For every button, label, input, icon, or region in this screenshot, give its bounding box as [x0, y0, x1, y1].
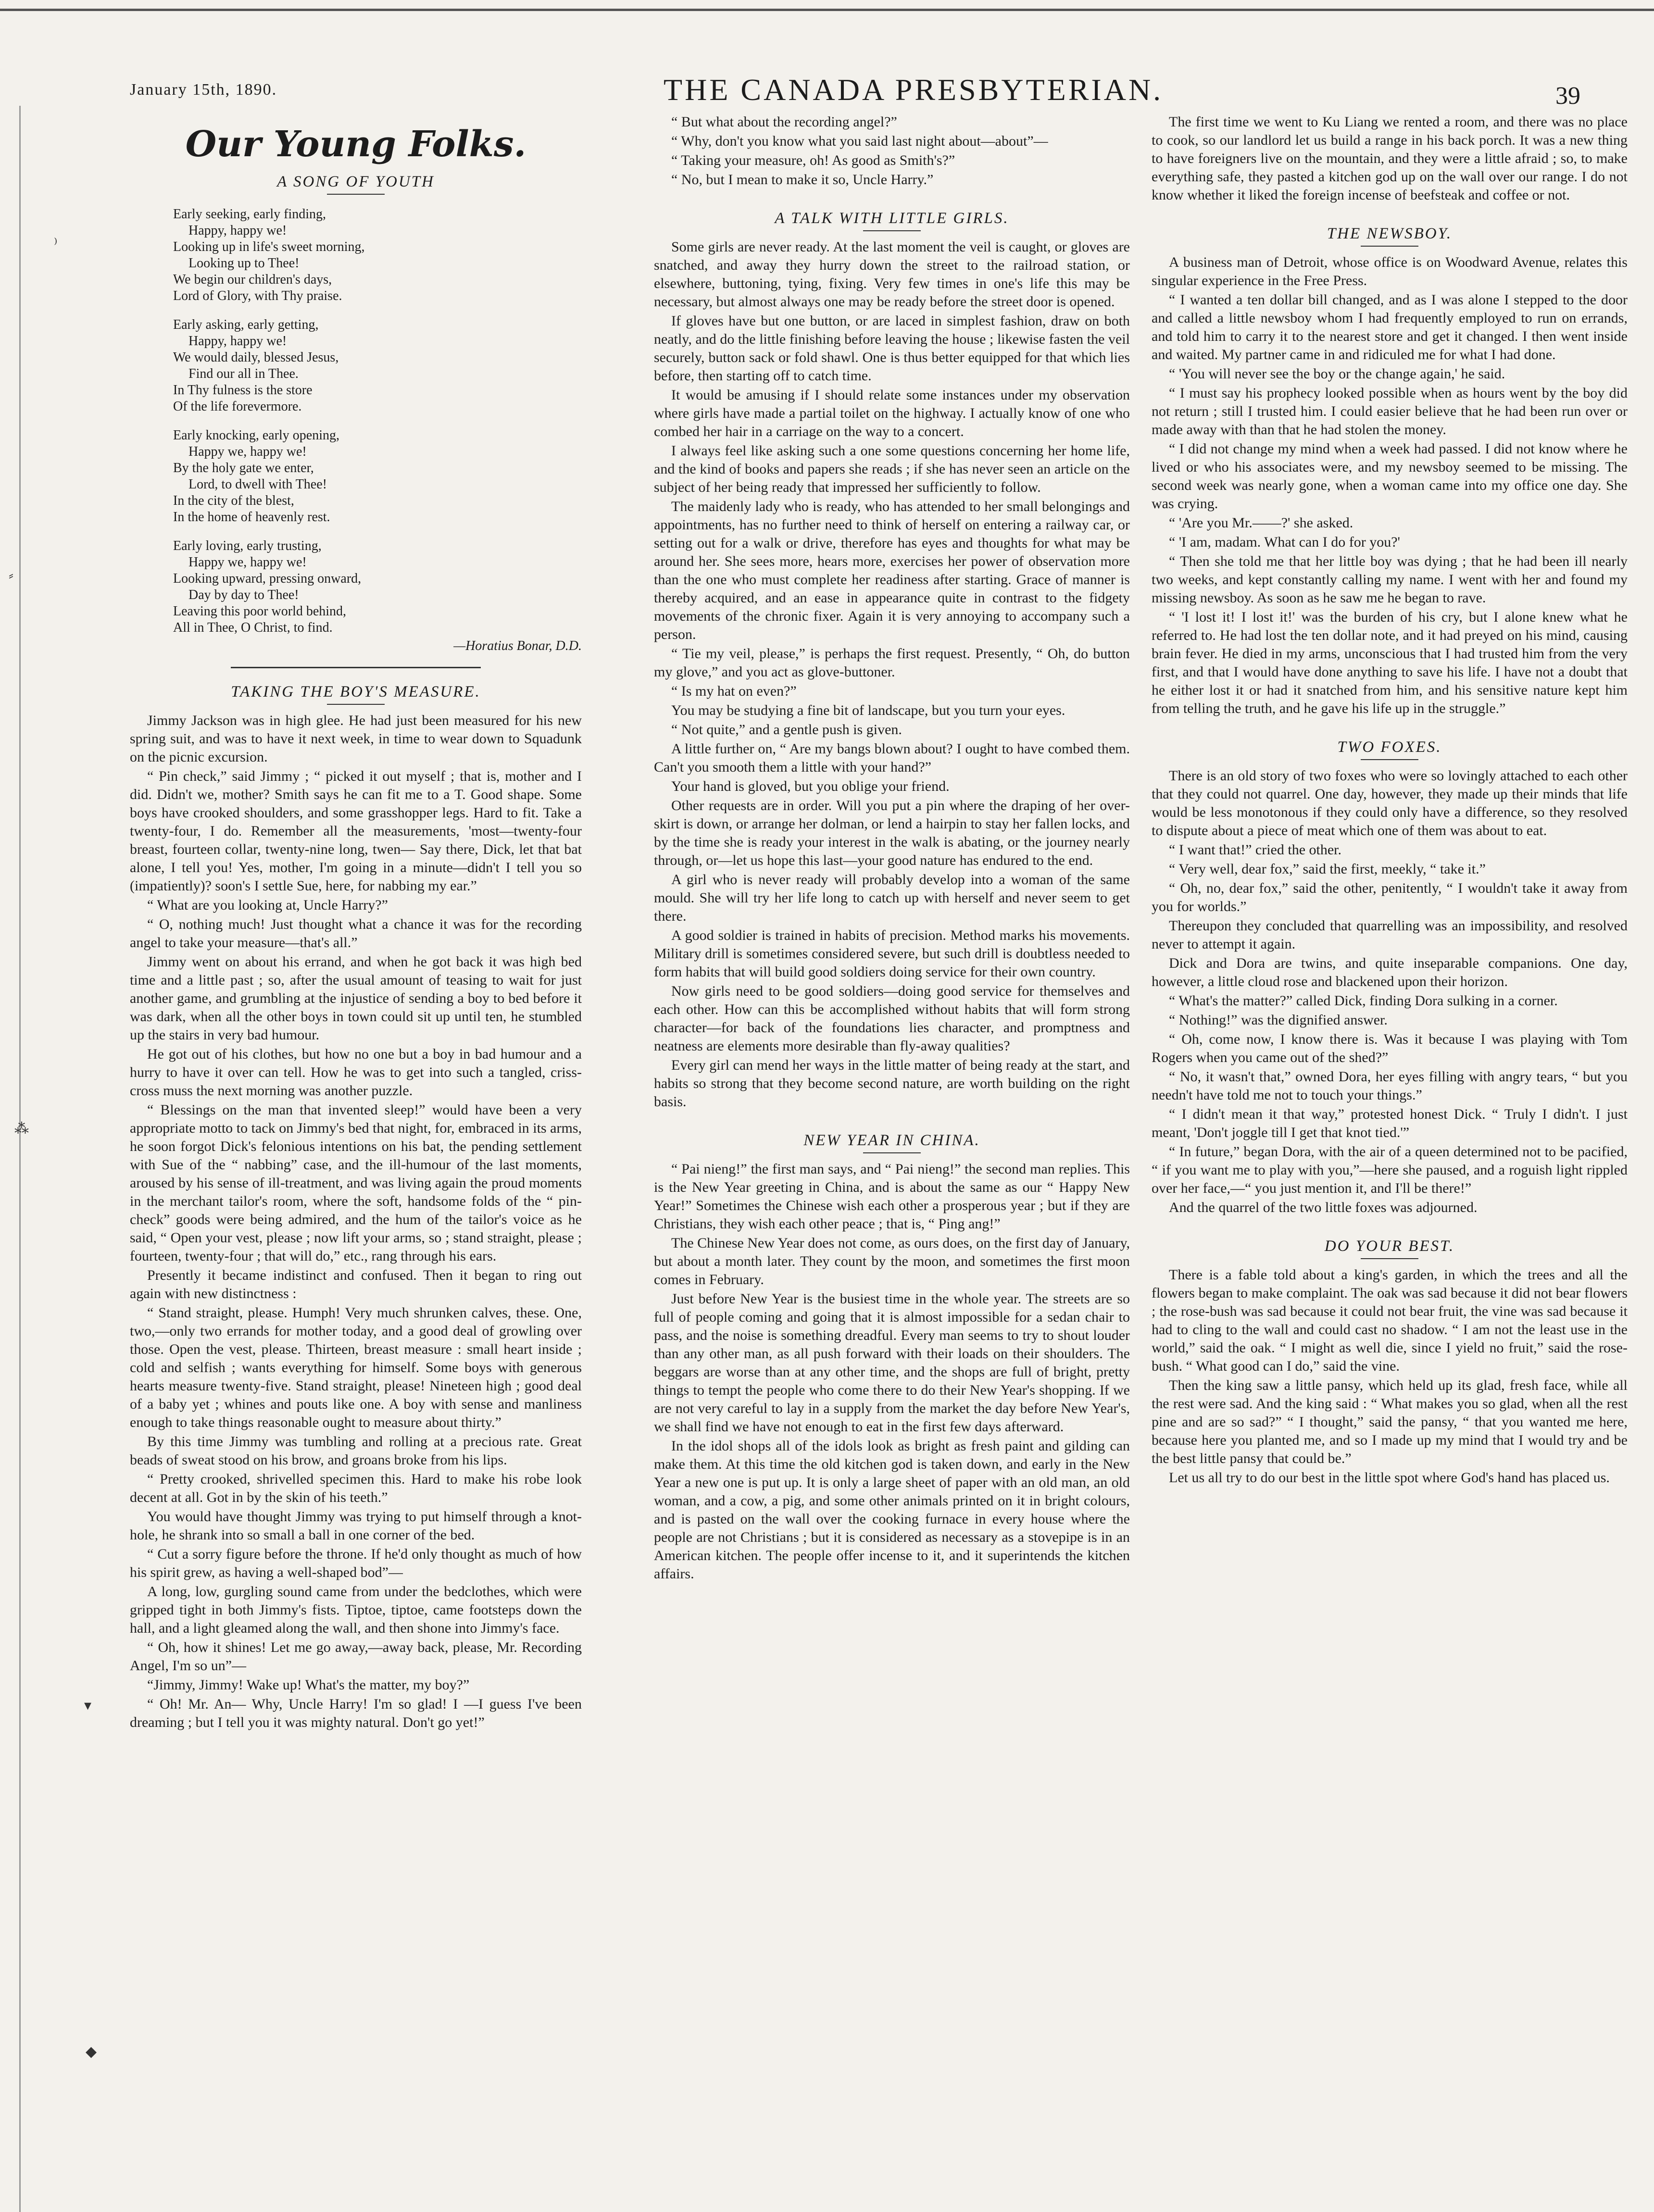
poem-line: Early loving, early trusting,: [173, 538, 322, 553]
paragraph: “ O, nothing much! Just thought what a chance it was for the recording angel to take your measure—that's all.”: [130, 916, 582, 950]
title-rule: [327, 194, 385, 195]
poem-line: Day by day to Thee!: [188, 587, 299, 602]
paragraph: Thereupon they concluded that quarrelling was an impossibility, and resolved never to attempt it again.: [1152, 918, 1628, 952]
paragraph: “ Nothing!” was the dignified answer.: [1169, 1012, 1388, 1028]
top-rule: [0, 9, 1654, 11]
page-number: 39: [1555, 82, 1580, 110]
paragraph: “ 'Are you Mr.——?' she asked.: [1169, 515, 1353, 531]
article-title: NEW YEAR IN CHINA.: [803, 1132, 980, 1149]
title-rule: [1361, 246, 1418, 247]
paragraph: “ Tie my veil, please,” is perhaps the first request. Presently, “ Oh, do button my glove,” and you act as glove-buttoner.: [654, 646, 1130, 680]
paragraph: “ But what about the recording angel?”: [671, 114, 897, 130]
article-title: THE NEWSBOY.: [1327, 225, 1453, 242]
poem-line: In Thy fulness is the store: [173, 383, 313, 398]
paragraph: “ Oh, come now, I know there is. Was it because I was playing with Tom Rogers when you came out of the shed?”: [1152, 1031, 1628, 1065]
paragraph: Jimmy went on about his errand, and when he got back it was high bed time and a little past ; so, after the usual amount of teasing to wait for just another game, and grumbling at the injustice of sending a boy to bed before it was dark, when all the other boys in town could sit up until ten, he stumbled up the stairs in very bad humour.: [130, 954, 582, 1043]
paragraph: Jimmy Jackson was in high glee. He had just been measured for his new spring suit, and was to have it next week, in time to wear down to Squadunk on the picnic excursion.: [130, 712, 582, 765]
poem-line: Happy we, happy we!: [188, 444, 307, 459]
paragraph: “ Then she told me that her little boy was dying ; that he had been ill nearly two weeks, and kept constantly calling my name. I went with her and found my missing newsboy. As soon as he saw me he began to rave.: [1152, 553, 1628, 606]
paragraph: “ I didn't mean it that way,” protested honest Dick. “ Truly I didn't. I just meant, 'Don't joggle till I get that knot tied.'”: [1152, 1106, 1628, 1140]
poem-line: Early knocking, early opening,: [173, 428, 340, 443]
paragraph: The first time we went to Ku Liang we rented a room, and there was no place to cook, so our landlord let us build a range in his back porch. It was a new thing to have foreigners live on the mountain, and they were a little afraid ; so, to make everything safe, they pasted a kitchen god up on the wall over our range. I do not know whether it liked the foreign incense of beefsteak and coffee or not.: [1152, 114, 1628, 203]
paragraph: “ 'I am, madam. What can I do for you?': [1169, 534, 1400, 550]
poem: [173, 206, 582, 654]
article-title: A TALK WITH LITTLE GIRLS.: [775, 210, 1009, 227]
margin-mark: ⁂: [14, 1121, 29, 1137]
paragraph: Presently it became indistinct and confused. Then it began to ring out again with new distinctness :: [130, 1267, 582, 1301]
paragraph: And the quarrel of the two little foxes was adjourned.: [1169, 1200, 1478, 1215]
poem-stanza: [173, 317, 582, 415]
paragraph: “ No, it wasn't that,” owned Dora, her eyes filling with angry tears, “ but you needn't have told me not to touch your things.”: [1152, 1069, 1628, 1103]
paragraph: “ I must say his prophecy looked possible when as hours went by the boy did not return ; still I trusted him. I could easier believe that he had been run over or made away with than that he had stolen the money.: [1152, 385, 1628, 437]
paragraph: “ Blessings on the man that invented sleep!” would have been a very appropriate motto to tack on Jimmy's bed that night, for, embraced in its arms, he soon forgot Dick's felonious intentions on his bat, the pending settlement with Sue of the “ nabbing” case, and the ill-humour of the last moments, aroused by his sense of ill-treatment, and was living again the proud moments in the merchant tailor's room, where the soft, handsome folds of the “ pin-check” goods were being admired, and the hum of the tailor's voice as he said, “ Open your vest, please ; now lift your arms, so ; stand straight, please ; fourteen, twenty-four ; that will do,” etc., rang through his ears.: [130, 1102, 582, 1264]
poem-stanza: [173, 427, 582, 525]
paragraph: “ Oh, no, dear fox,” said the other, penitently, “ I wouldn't take it away from you for worlds.”: [1152, 880, 1628, 914]
article-title: DO YOUR BEST.: [1324, 1237, 1455, 1255]
title-rule: [1361, 1258, 1418, 1259]
paragraph: “ No, but I mean to make it so, Uncle Harry.”: [671, 172, 934, 187]
paragraph: “ I wanted a ten dollar bill changed, and as I was alone I stepped to the door and called a little newsboy whom I had frequently employed to run on errands, and told him to carry it to the nearest store and get it changed. I then went inside and waited. My partner came in and ridiculed me for what I had done.: [1152, 292, 1628, 362]
poem-title: A SONG OF YOUTH: [277, 173, 435, 190]
title-rule: [863, 230, 921, 231]
paragraph: A girl who is never ready will probably develop into a woman of the same mould. She will try her life long to catch up with herself and never seem to get there.: [654, 872, 1130, 924]
paragraph: “ Pin check,” said Jimmy ; “ picked it out myself ; that is, mother and I did. Didn't we, mother? Smith says he can fit me to a T. Good shape. Some boys have crooked shoulders, and some grasshopper legs. Hard to fit. Take a twenty-four, I do. Remember all the measurements, 'most—twenty-four breast, fourteen collar, twenty-nine long, twen— Say there, Dick, let that bat alone, I tell you! Yes, mother, I'm going in a minute—didn't I tell you so (impatiently)? soon's I settle Sue, here, for nabbing my ear.”: [130, 768, 582, 894]
paragraph: Your hand is gloved, but you oblige your friend.: [671, 778, 950, 794]
paragraph: Other requests are in order. Will you put a pin where the draping of her over-skirt is down, or arrange her dolman, or lend a hairpin to stay her fallen locks, and by the time she is ready your interest in the walk is abating, or the journey nearly through, or—let us hope this last—your good nature has endured to the end.: [654, 798, 1130, 868]
poem-line: Early asking, early getting,: [173, 317, 319, 332]
paragraph: By this time Jimmy was tumbling and rolling at a precious rate. Great beads of sweat stood on his brow, and groans broke from his lips.: [130, 1434, 582, 1468]
paragraph: “ In future,” began Dora, with the air of a queen determined not to be pacified, “ if you want me to play with you,”—here she paused, and a roguish light rippled over her face,—“ you just mention it, and I'll be there!”: [1152, 1144, 1628, 1196]
paragraph: The maidenly lady who is ready, who has attended to her small belongings and appointments, has no further need to think of herself on entering a railway car, or setting out for a walk or drive, therefore has eyes and thoughts for what may be around her. She sees more, hears more, exercises her power of observation more than the one who must complete her readiness after starting. Grace of manner is thereby acquired, and an ease in appearance quite in contrast to the fidgety movements of the chronic fixer. Again it is very annoying to accompany such a person.: [654, 499, 1130, 642]
article-title: TAKING THE BOY'S MEASURE.: [231, 683, 481, 700]
paragraph: There is an old story of two foxes who were so lovingly attached to each other that they could not quarrel. One day, however, they made up their minds that life would be less monotonous if they could only have a difference, so they resolved to dispute about a piece of meat which one of them was about to eat.: [1152, 768, 1628, 838]
paragraph: In the idol shops all of the idols look as bright as fresh paint and gilding can make them. At this time the old kitchen god is taken down, and early in the New Year a new one is put up. It is only a large sheet of paper with an old man, an old woman, and a cow, a pig, and some other animals printed on it in bright colours, and is pasted on the wall over the cooking furnace in every house where the people are not Christians ; but it is considered as necessary as a stovepipe is in an American kitchen. The people offer incense to it, and it superintends the kitchen affairs.: [654, 1438, 1130, 1582]
poem-line: Happy, happy we!: [188, 223, 287, 238]
poem-line: Of the life forevermore.: [173, 399, 302, 414]
paragraph: “ Pretty crooked, shrivelled specimen this. Hard to make his robe look decent at all. Got in by the skin of his teeth.”: [130, 1471, 582, 1505]
poem-line: Happy, happy we!: [188, 334, 287, 349]
paragraph: Just before New Year is the busiest time in the whole year. The streets are so full of people coming and going that it is almost impossible for a sedan chair to pass, and the noise is something dreadful. Every man seems to try to shout louder than any other man, as all push forward with their loads on their shoulders. The beggars are worse than at any other time, and the shops are full of bright, pretty things to tempt the people who come there to do their New Year's shopping. If we are not very careful to lay in a supply from the market the day before New Year's, we shall find we have not enough to eat in the first few days afterward.: [654, 1291, 1130, 1435]
margin-mark: ◆: [86, 2044, 97, 2060]
newspaper-title: THE CANADA PRESBYTERIAN.: [664, 73, 1164, 107]
paragraph: Dick and Dora are twins, and quite inseparable companions. One day, however, a little cloud rose and blackened upon their horizon.: [1152, 955, 1628, 989]
paragraph: A good soldier is trained in habits of precision. Method marks his movements. Military drill is sometimes considered severe, but such drill is doubtless needed to form habits that will build good soldiers doing service for their own country.: [654, 927, 1130, 980]
paragraph: “ 'I lost it! I lost it!' was the burden of his cry, but I alone knew what he referred to. He had lost the ten dollar note, and it had preyed on his mind, causing brain fever. He died in my arms, unconscious that I had trusted him from the very first, and that I would have done anything to save his life. I have not a doubt that he either lost it or had it snatched from him, and his sensitive nature kept him from telling the truth, and he gave his life up in the struggle.”: [1152, 609, 1628, 716]
paragraph: Every girl can mend her ways in the little matter of being ready at the start, and habits so strong that they become second nature, are worth building on the right basis.: [654, 1057, 1130, 1110]
paragraph: Let us all try to do our best in the little spot where God's hand has placed us.: [1169, 1470, 1610, 1486]
paragraph: A little further on, “ Are my bangs blown about? I ought to have combed them. Can't you smooth them a little with your hand?”: [654, 741, 1130, 775]
poem-line: Happy we, happy we!: [188, 555, 307, 570]
poem-line: Looking upward, pressing onward,: [173, 571, 362, 586]
paragraph: The Chinese New Year does not come, as ours does, on the first day of January, but about a month later. They count by the moon, and sometimes the first moon comes in February.: [654, 1235, 1130, 1287]
paragraph: “ Not quite,” and a gentle push is given.: [671, 722, 902, 737]
poem-stanza: [173, 206, 582, 304]
issue-date: January 15th, 1890.: [130, 81, 277, 99]
paragraph: Then the king saw a little pansy, which held up its glad, fresh face, while all the rest were sad. And the king said : “ What makes you so glad, when all the rest pine and are so sad?” “ I thought,” said the pansy, “ that you wanted me here, because here you planted me, and so I made up my mind that I would try and be the best little pansy that could be.”: [1152, 1377, 1628, 1466]
paragraph: “ Why, don't you know what you said last night about—about”—: [671, 133, 1048, 149]
title-rule: [327, 704, 385, 705]
column-1: [130, 113, 582, 2204]
paragraph: “ Stand straight, please. Humph! Very much shrunken calves, these. One, two,—only two errands for mother today, and a good deal of growling over those. Open the vest, please. Thirteen, breast measure : small heart inside ; cold and selfish ; wants everything for himself. Some boys with generous hearts measure twenty-five. Stand straight, please! Nineteen high ; good deal of a baby yet ; whines and pouts like one. A boy with sense and manliness enough to take things reasonable ought to measure about thirty.”: [130, 1305, 582, 1430]
article-title: TWO FOXES.: [1337, 738, 1442, 756]
title-rule: [1361, 759, 1418, 760]
poem-line: Early seeking, early finding,: [173, 207, 326, 222]
section-separator: [231, 667, 481, 668]
paragraph: “ What are you looking at, Uncle Harry?”: [147, 897, 388, 913]
paragraph: “ Cut a sorry figure before the throne. If he'd only thought as much of how his spirit grew, as having a well-shaped bod”—: [130, 1546, 582, 1580]
paragraph: He got out of his clothes, but how no one but a boy in bad humour and a hurry to have it over can tell. How he was to get into such a tangled, criss-cross muss the next morning was another puzzle.: [130, 1046, 582, 1099]
binding-edge: [19, 106, 21, 2212]
section-title: Our Young Folks.: [185, 124, 526, 165]
paragraph: “ Oh! Mr. An— Why, Uncle Harry! I'm so glad! I —I guess I've been dreaming ; but I tell you it was mighty natural. Don't go yet!”: [130, 1696, 582, 1730]
poem-line: In the city of the blest,: [173, 493, 294, 508]
page-header: [0, 72, 1654, 111]
margin-mark: ⸗: [9, 567, 13, 583]
poem-line: Lord, to dwell with Thee!: [188, 477, 327, 492]
paragraph: A long, low, gurgling sound came from under the bedclothes, which were gripped tight in both Jimmy's fists. Tiptoe, tiptoe, came footsteps down the hall, and a light gleamed along the wall, and then shone into Jimmy's face.: [130, 1584, 582, 1636]
column-2: [654, 113, 1130, 2204]
paragraph: “ Oh, how it shines! Let me go away,—away back, please, Mr. Recording Angel, I'm so un”—: [130, 1639, 582, 1674]
paragraph: “ Is my hat on even?”: [671, 683, 797, 699]
paragraph: A business man of Detroit, whose office is on Woodward Avenue, relates this singular experience in the Free Press.: [1152, 254, 1628, 288]
paragraph: There is a fable told about a king's garden, in which the trees and all the flowers began to make complaint. The oak was sad because it did not bear flowers ; the rose-bush was sad because it could not bear fruit, the vine was sad because it had to cling to the wall and could cast no shadow. “ I am not the least use in the world,” said the oak. “ I might as well die, since I yield no fruit,” said the rose-bush. “ What good can I do,” said the vine.: [1152, 1267, 1628, 1374]
poem-line: In the home of heavenly rest.: [173, 510, 330, 525]
title-rule: [863, 1152, 921, 1153]
paragraph: “Jimmy, Jimmy! Wake up! What's the matter, my boy?”: [147, 1677, 470, 1693]
paragraph: Some girls are never ready. At the last moment the veil is caught, or gloves are snatched, and away they hurry down the street to the railroad station, or elsewhere, buttoning, tying, fixing. Very few times in one's life this may be necessary, but almost always one may be ready before the street door is opened.: [654, 239, 1130, 310]
paragraph: “ I want that!” cried the other.: [1169, 842, 1342, 858]
poem-line: Leaving this poor world behind,: [173, 604, 347, 619]
margin-mark: ▾: [84, 1698, 92, 1713]
poem-attribution: —Horatius Bonar, D.D.: [453, 638, 582, 653]
paragraph: You would have thought Jimmy was trying to put himself through a knot-hole, he shrank into so small a ball in one corner of the bed.: [130, 1509, 582, 1543]
poem-line: We begin our children's days,: [173, 272, 332, 287]
poem-line: All in Thee, O Christ, to find.: [173, 620, 333, 635]
paragraph: “ I did not change my mind when a week had passed. I did not know where he lived or who his associates were, and my newsboy seemed to be missing. The second week was nearly gone, when a woman came into my office one day. She was crying.: [1152, 441, 1628, 512]
column-3: [1152, 113, 1628, 2204]
poem-line: Looking up in life's sweet morning,: [173, 239, 365, 254]
paragraph: I always feel like asking such a one some questions concerning her home life, and the kind of books and papers she reads ; if she has never seen an article on the subject of her being ready that impressed her sufficiently to follow.: [654, 443, 1130, 495]
poem-line: Find our all in Thee.: [188, 366, 299, 381]
paragraph: You may be studying a fine bit of landscape, but you turn your eyes.: [671, 702, 1065, 718]
poem-line: By the holy gate we enter,: [173, 461, 314, 475]
poem-line: We would daily, blessed Jesus,: [173, 350, 339, 365]
paragraph: It would be amusing if I should relate some instances under my observation where girls have made a partial toilet on the highway. I actually know of one who combed her hair in a carriage on the way to a concert.: [654, 387, 1130, 439]
paragraph: “ What's the matter?” called Dick, finding Dora sulking in a corner.: [1169, 993, 1558, 1009]
paragraph: If gloves have but one button, or are laced in simplest fashion, draw on both neatly, and do the little finishing before leaving the house ; likewise fasten the veil securely, button sack or fold shawl. One is thus better equipped for that which lies before, then starting off to catch time.: [654, 313, 1130, 384]
poem-line: Lord of Glory, with Thy praise.: [173, 288, 342, 303]
margin-mark: ⁾: [54, 236, 58, 252]
paragraph: “ 'You will never see the boy or the change again,' he said.: [1169, 366, 1505, 382]
poem-stanza: [173, 538, 582, 636]
paragraph: “ Taking your measure, oh! As good as Smith's?”: [671, 152, 955, 168]
paragraph: Now girls need to be good soldiers—doing good service for themselves and each other. How can this be accomplished without habits that will form strong character—for back of the foundations lies character, and promptness and neatness are elements more desirable than fly-away qualities?: [654, 983, 1130, 1054]
poem-line: Looking up to Thee!: [188, 256, 300, 271]
paragraph: “ Pai nieng!” the first man says, and “ Pai nieng!” the second man replies. This is the New Year greeting in China, and is about the same as our “ Happy New Year!” Sometimes the Chinese wish each other a prosperous year ; but if they are Christians, they wish each other peace ; that is, “ Ping ang!”: [654, 1161, 1130, 1232]
paragraph: “ Very well, dear fox,” said the first, meekly, “ take it.”: [1169, 861, 1486, 877]
